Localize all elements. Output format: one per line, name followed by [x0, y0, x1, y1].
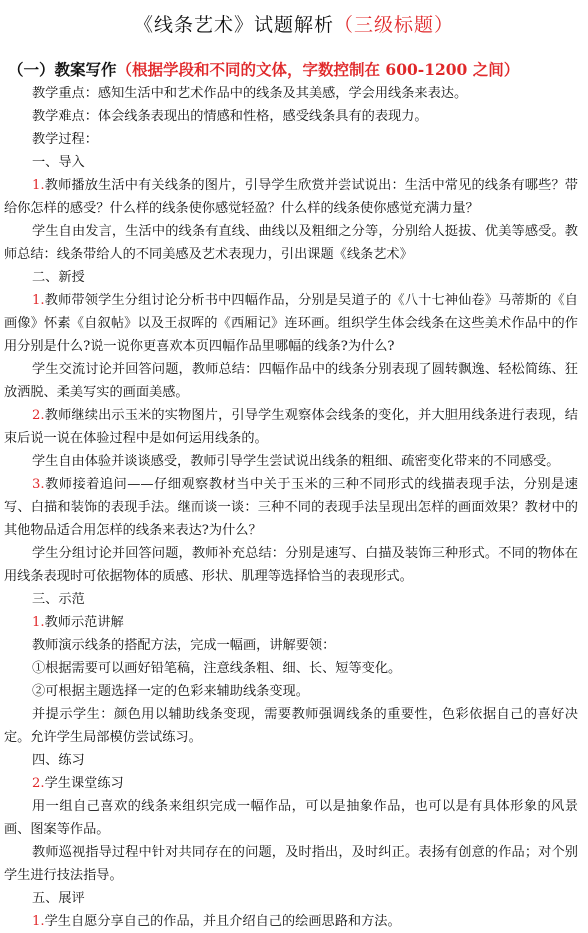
paragraph [4, 910, 578, 933]
paragraph: ①根据需要可以画好铅笔稿，注意线条粗、细、长、短等变化。 [32, 661, 402, 676]
sub-heading [4, 611, 578, 634]
item-number: 3. [32, 477, 45, 492]
paragraph: 教师演示线条的搭配方法，完成一幅画，讲解要领： [32, 638, 336, 653]
sub-heading-text: 教师示范讲解 [44, 615, 124, 630]
paragraph: 教师巡视指导过程中针对共同存在的问题，及时指出，及时纠正。表扬有创意的作品；对个别学生进行技法指导。 [4, 845, 578, 883]
title-level-tag: （三级标题） [334, 14, 455, 36]
step-heading-demo: 三、示范 [32, 592, 85, 607]
document-title [0, 10, 588, 37]
paragraph: 学生交流讨论并回答问题，教师总结：四幅作品中的线条分别表现了圆转飘逸、轻松简练、狂放洒脱、柔美写实的画面美感。 [4, 362, 578, 400]
paragraph: 学生自由体验并谈谈感受，教师引导学生尝试说出线条的粗细、疏密变化带来的不同感受。 [32, 454, 560, 469]
paragraph-text: 学生自愿分享自己的作品，并且介绍自己的绘画思路和方法。 [44, 914, 401, 929]
paragraph [4, 404, 578, 450]
item-number: 1. [32, 914, 45, 929]
title-main: 《线条艺术》试题解析 [133, 14, 334, 36]
item-number: 1. [32, 615, 45, 630]
section-heading [8, 58, 519, 80]
step-heading-intro: 一、导入 [32, 155, 85, 170]
paragraph [4, 174, 578, 220]
step-heading-practice: 四、练习 [32, 753, 85, 768]
lesson-plan-body [4, 82, 578, 933]
paragraph-text: 教师带领学生分组讨论分析书中四幅作品，分别是吴道子的《八十七神仙卷》马蒂斯的《自画像》怀素《自叙帖》以及王叔晖的《西厢记》连环画。组织学生体会线条在这些美术作品中的作用分别是什么?说一说你更喜欢本页四幅作品里哪幅的线条?为什么? [4, 293, 578, 354]
item-number: 2. [32, 776, 45, 791]
paragraph: 并提示学生：颜色用以辅助线条变现，需要教师强调线条的重要性，色彩依据自己的喜好决定。允许学生局部模仿尝试练习。 [4, 707, 578, 745]
step-heading-review: 五、展评 [32, 891, 85, 906]
teaching-focus: 教学重点：感知生活中和艺术作品中的线条及其美感，学会用线条来表达。 [32, 86, 468, 101]
sub-heading-text: 学生课堂练习 [44, 776, 124, 791]
item-number: 1. [32, 178, 45, 193]
paragraph: ②可根据主题选择一定的色彩来辅助线条变现。 [32, 684, 309, 699]
teaching-process-label: 教学过程： [32, 132, 98, 147]
item-number: 2. [32, 408, 45, 423]
paragraph [4, 473, 578, 542]
paragraph: 用一组自己喜欢的线条来组织完成一幅作品，可以是抽象作品，也可以是有具体形象的风景画、图案等作品。 [4, 799, 578, 837]
paragraph: 学生自由发言，生活中的线条有直线、曲线以及粗细之分等，分别给人挺拔、优美等感受。教师总结：线条带给人的不同美感及艺术表现力，引出课题《线条艺术》 [4, 224, 578, 262]
section-heading-label: （一）教案写作 [8, 60, 117, 79]
sub-heading [4, 772, 578, 795]
paragraph-text: 教师继续出示玉米的实物图片，引导学生观察体会线条的变化，并大胆用线条进行表现，结束后说一说在体验过程中是如何运用线条的。 [4, 408, 578, 446]
teaching-difficulty: 教学难点：体会线条表现出的情感和性格，感受线条具有的表现力。 [32, 109, 428, 124]
item-number: 1. [32, 293, 45, 308]
paragraph: 学生分组讨论并回答问题，教师补充总结：分别是速写、白描及装饰三种形式。不同的物体在用线条表现时可依据物体的质感、形状、肌理等选择恰当的表现形式。 [4, 546, 578, 584]
section-heading-note: （根据学段和不同的文体，字数控制在 600-1200 之间） [116, 60, 520, 79]
paragraph-text: 教师播放生活中有关线条的图片，引导学生欣赏并尝试说出：生活中常见的线条有哪些？带给你怎样的感受？什么样的线条使你感觉轻盈？什么样的线条使你感觉充满力量？ [4, 178, 578, 216]
paragraph [4, 289, 578, 358]
step-heading-new: 二、新授 [32, 270, 85, 285]
paragraph-text: 教师接着追问——仔细观察教材当中关于玉米的三种不同形式的线描表现手法，分别是速写、白描和装饰的表现手法。继而谈一谈：三种不同的表现手法呈现出怎样的画面效果？教材中的其他物品适合用怎样的线条来表达?为什么？ [4, 477, 578, 538]
